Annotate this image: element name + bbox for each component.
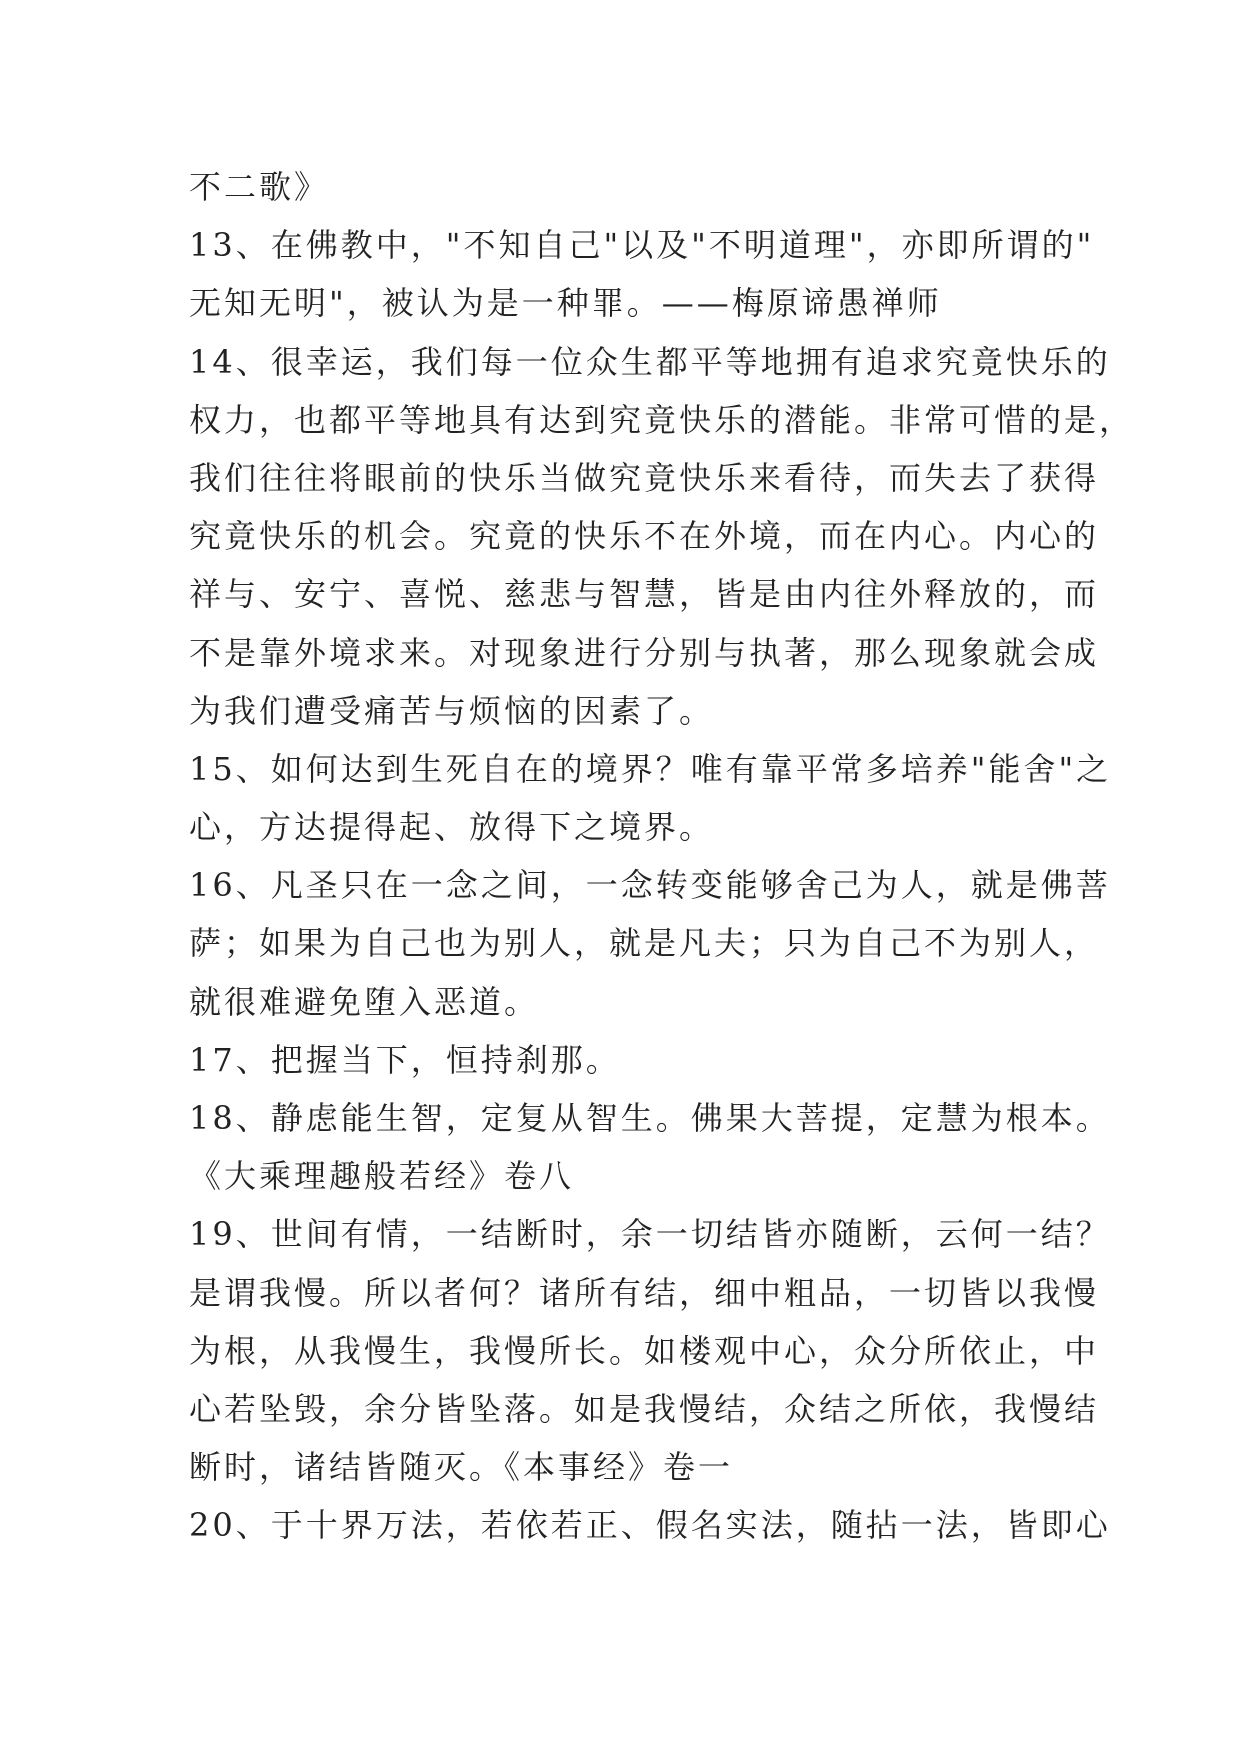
text-line: 《大乘理趣般若经》卷八 — [189, 1157, 575, 1196]
text-line: 断时，诸结皆随灭。《本事经》卷一 — [189, 1448, 734, 1487]
text-line: 14、很幸运，我们每一位众生都平等地拥有追求究竟快乐的 — [189, 342, 1111, 381]
text-line: 15、如何达到生死自在的境界？唯有靠平常多培养"能舍"之 — [189, 749, 1112, 788]
text-line: 无知无明"，被认为是一种罪。——梅原谛愚禅师 — [189, 284, 942, 323]
text-line: 为我们遭受痛苦与烦恼的因素了。 — [189, 691, 715, 730]
text-line: 究竟快乐的机会。究竟的快乐不在外境，而在内心。内心的 — [189, 517, 1100, 556]
text-line: 权力，也都平等地具有达到究竟快乐的潜能。非常可惜的是， — [189, 400, 1135, 439]
text-line: 我们往往将眼前的快乐当做究竟快乐来看待，而失去了获得 — [189, 458, 1100, 497]
text-line: 20、于十界万法，若依若正、假名实法，随拈一法，皆即心 — [189, 1506, 1111, 1545]
text-line: 为根，从我慢生，我慢所长。如楼观中心，众分所依止，中 — [189, 1331, 1100, 1370]
text-line: 17、把握当下，恒持刹那。 — [189, 1040, 621, 1079]
text-line: 不二歌》 — [189, 168, 330, 206]
text-line: 19、世间有情，一结断时，余一切结皆亦随断，云何一结？ — [189, 1215, 1111, 1254]
text-line: 祥与、安宁、喜悦、慈悲与智慧，皆是由内往外释放的，而 — [189, 575, 1100, 614]
text-line: 萨；如果为自己也为别人，就是凡夫；只为自己不为别人， — [189, 924, 1100, 963]
text-line: 18、静虑能生智，定复从智生。佛果大菩提，定慧为根本。 — [189, 1099, 1111, 1137]
text-line: 是谓我慢。所以者何？诸所有结，细中粗品，一切皆以我慢 — [189, 1273, 1100, 1312]
text-line: 就很难避免堕入恶道。 — [189, 982, 540, 1021]
text-line: 心若坠毁，余分皆坠落。如是我慢结，众结之所依，我慢结 — [189, 1389, 1100, 1428]
text-line: 16、凡圣只在一念之间，一念转变能够舍己为人，就是佛菩 — [189, 866, 1111, 905]
document-body — [189, 158, 1135, 1555]
text-line: 13、在佛教中，"不知自己"以及"不明道理"，亦即所谓的" — [189, 226, 1095, 265]
text-line: 心，方达提得起、放得下之境界。 — [189, 808, 715, 847]
text-line: 不是靠外境求来。对现象进行分别与执著，那么现象就会成 — [189, 633, 1100, 672]
